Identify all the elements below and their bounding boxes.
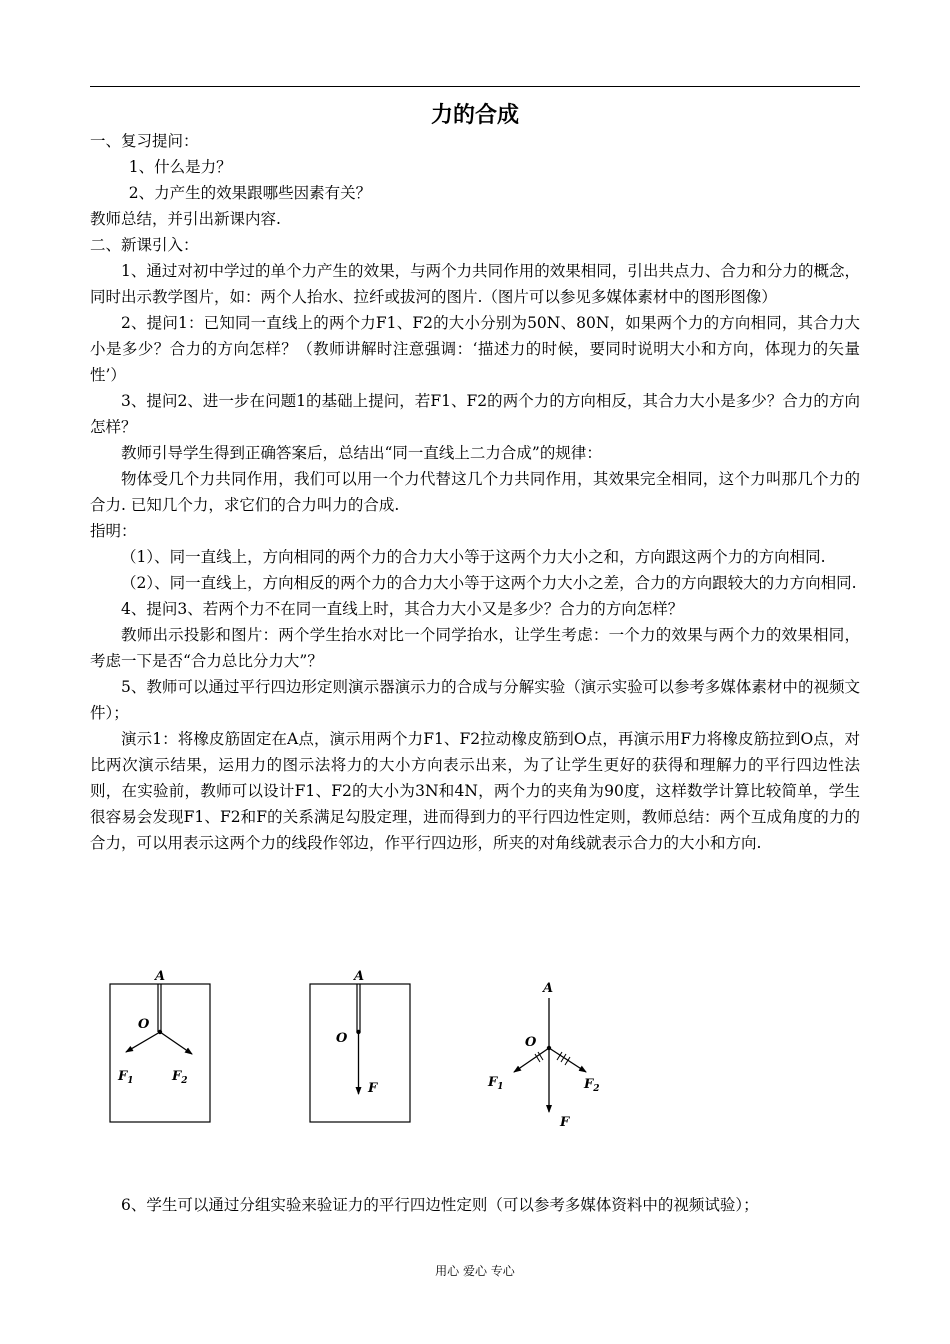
note-1: （1）、同一直线上，方向相同的两个力的合力大小等于这两个力大小之和，方向跟这两个力的方向相同. — [121, 548, 826, 566]
teacher-guidance: 教师引导学生得到正确答案后，总结出“同一直线上二力合成”的规律： — [121, 444, 602, 462]
intro-point-3: 3、提问2、进一步在问题1的基础上提问，若F1、F2的两个力的方向相反，其合力大小是多少？合力的方向怎样？ — [90, 392, 860, 436]
header-rule — [90, 86, 860, 87]
label-o: O — [336, 1031, 348, 1046]
label-f2: $F_2$ — [172, 1069, 188, 1086]
intro-point-6: 6、学生可以通过分组实验来验证力的平行四边性定则（可以参考多媒体资料中的视频试验）； — [121, 1196, 759, 1214]
apparatus-box — [110, 984, 210, 1122]
note-heading: 指明： — [90, 522, 137, 540]
note-2: （2）、同一直线上，方向相反的两个力的合力大小等于这两个力大小之差，合力的方向跟较大的力方向相同. — [121, 574, 857, 592]
intro-point-5: 5、教师可以通过平行四边形定则演示器演示力的合成与分解实验（演示实验可以参考多媒体素材中的视频文件）； — [90, 678, 860, 722]
label-a: A — [354, 970, 365, 984]
page-footer: 用心 爱心 专心 — [435, 1264, 515, 1278]
label-o: O — [138, 1017, 150, 1032]
intro-point-4: 4、提问3、若两个力不在同一直线上时，其合力大小又是多少？合力的方向怎样？ — [121, 600, 684, 618]
figure-force-diagram — [480, 970, 620, 1140]
label-a: A — [155, 970, 166, 984]
label-f2: $F_2$ — [584, 1077, 600, 1094]
page-title: 力的合成 — [430, 103, 519, 128]
force-f2-arrow — [549, 1048, 586, 1072]
review-question-2: 2、力产生的效果跟哪些因素有关？ — [128, 184, 372, 202]
demo-1: 演示1：将橡皮筋固定在A点，演示用两个力F1、F2拉动橡皮筋到O点，再演示用F力将橡皮筋拉到O点，对比两次演示结果，运用力的图示法将力的大小方向表示出来，为了让学生更好的获得和理解力的平行四边性法则，在实验前，教师可以设计F1、F2的大小为3N和4N，两个力的夹角为90度，这样数学计算比较简单，学生很容易会发现F1、F2和F的关系满足勾股定理，进而得到力的平行四边性定则，教师总结：两个互成角度的力的合力，可以用表示这两个力的线段作邻边，作平行四边形，所夹的对角线就表示合力的大小和方向. — [90, 730, 860, 852]
review-question-1: 1、什么是力？ — [128, 158, 232, 176]
figure-two-forces — [100, 970, 220, 1130]
label-f: F — [560, 1115, 570, 1130]
label-f1: $F_1$ — [118, 1069, 134, 1086]
section-heading-review: 一、复习提问： — [90, 132, 199, 150]
intro-point-2: 2、提问1：已知同一直线上的两个力F1、F2的大小分别为50N、80N，如果两个力的方向相同，其合力大小是多少？合力的方向怎样？（教师讲解时注意强调：‘描述力的时候，要同时说明大小和方向，体现力的矢量性’） — [90, 314, 860, 384]
projection-discussion: 教师出示投影和图片：两个学生抬水对比一个同学抬水，让学生考虑：一个力的效果与两个力的效果相同，考虑一下是否“合力总比分力大”？ — [90, 626, 860, 670]
document-body — [90, 128, 860, 856]
label-f: F — [368, 1081, 378, 1096]
intro-point-1: 1、通过对初中学过的单个力产生的效果，与两个力共同作用的效果相同，引出共点力、合力和分力的概念，同时出示教学图片，如：两个人抬水、拉纤或拔河的图片.（图片可以参见多媒体素材中的图形图像） — [90, 262, 860, 306]
resultant-definition: 物体受几个力共同作用，我们可以用一个力代替这几个力共同作用，其效果完全相同，这个力叫那几个力的合力. 已知几个力，求它们的合力叫力的合成. — [90, 470, 860, 514]
figure-single-force — [300, 970, 420, 1130]
label-o: O — [525, 1035, 537, 1050]
label-f1: $F_1$ — [488, 1075, 504, 1092]
force-f1-arrow — [514, 1048, 549, 1072]
label-a: A — [543, 981, 554, 996]
force-f2-arrow — [160, 1032, 192, 1054]
section-heading-intro: 二、新课引入： — [90, 236, 199, 254]
student-experiment — [90, 1192, 860, 1218]
force-f1-arrow — [126, 1032, 160, 1052]
teacher-summary: 教师总结，并引出新课内容. — [90, 210, 281, 228]
